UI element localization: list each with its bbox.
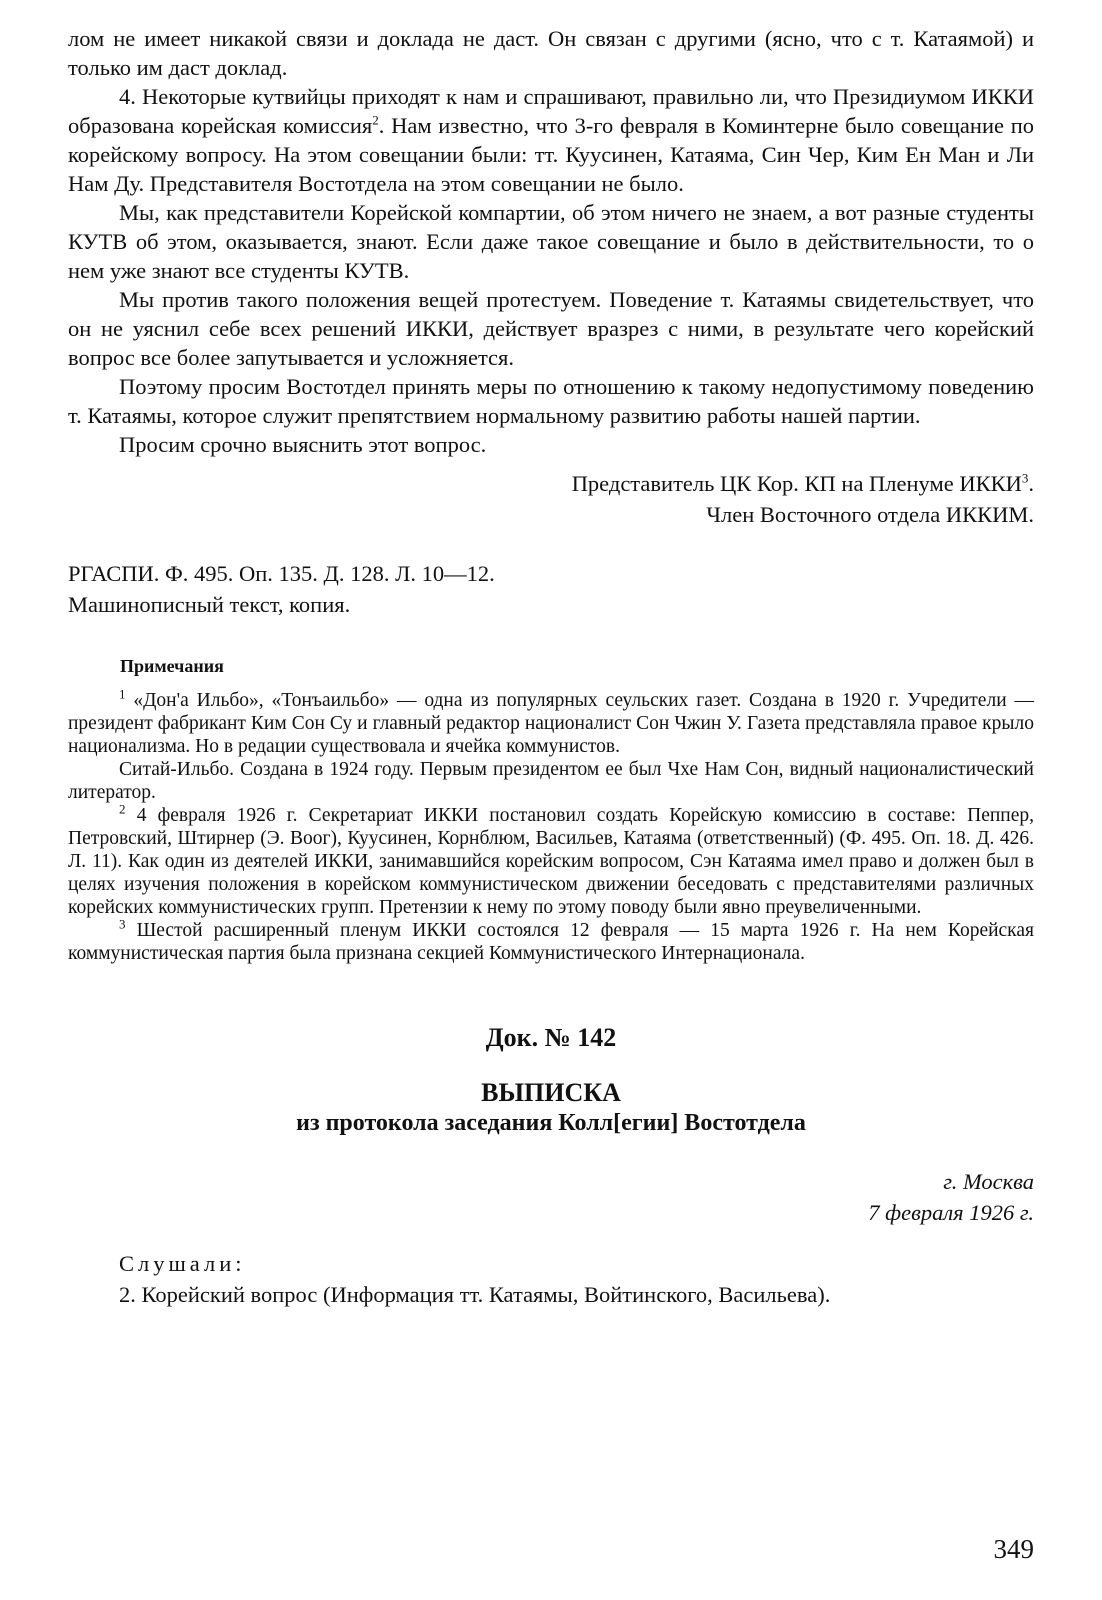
agenda-item: 2. Корейский вопрос (Информация тт. Катаямы, Войтинского, Васильева). bbox=[119, 1282, 831, 1307]
footnote-text: Шестой расширенный пленум ИККИ состоялся 12 февраля — 15 марта 1926 г. На нем Корейская коммунистическая партия была признана секцией Коммунистического Интернационала. bbox=[68, 920, 1034, 964]
date: 7 февраля 1926 г. bbox=[868, 1200, 1034, 1225]
paragraph: лом не имеет никакой связи и доклада не даст. Он связан с другими (ясно, что с т. Катаямой) и только им даст доклад. bbox=[68, 26, 1034, 80]
footnote-text: 4 февраля 1926 г. Секретариат ИККИ постановил создать Корейскую комиссию в составе: Пеппер, Петровский, Штирнер (Э. Воог), Куусинен, Корнблюм, Васильев, Катаяма (ответственный) (Ф. 495. Оп. 18. Д. 426. Л. 11). Как один из деятелей ИККИ, занимавшийся корейским вопросом, Сэн Катаяма имел право и должен был в целях изучения положения в корейском коммунистическом движении беседовать с представителями различных корейских коммунистических групп. Претензии к нему по этому поводу были явно преувеличенными. bbox=[68, 805, 1034, 918]
signature-line: Член Восточного отдела ИККИМ. bbox=[706, 502, 1034, 527]
footnote-number: 2 bbox=[119, 801, 126, 817]
footnote: Ситай-Ильбо. Создана в 1924 году. Первым президентом ее был Чхе Нам Сон, видный националистический литератор. bbox=[68, 759, 1034, 803]
paragraph-text: 4. Некоторые кутвийцы приходят к нам и спрашивают, правильно ли, что Президиумом ИККИ образована корейская комиссия bbox=[68, 84, 1034, 138]
document-subtitle: из протокола заседания Колл[егии] Востотдела bbox=[296, 1110, 806, 1136]
footnote bbox=[68, 801, 1034, 919]
place-date bbox=[68, 1166, 1034, 1228]
paragraph: Поэтому просим Востотдел принять меры по отношению к такому недопустимому поведению т. Катаямы, которое служит препятствием нормальному развитию работы нашей партии. bbox=[68, 374, 1034, 428]
paragraph-text: . Нам известно, что 3-го февраля в Коминтерне было совещание по корейскому вопросу. На этом совещании были: тт. Куусинен, Катаяма, Син Чер, Ким Ен Ман и Ли Нам Ду. Представителя Востотдела на этом совещании не было. bbox=[68, 113, 1034, 196]
signature-text: Представитель ЦК Кор. КП на Пленуме ИККИ bbox=[571, 471, 1022, 496]
signature-line bbox=[68, 468, 1034, 499]
footnote-ref[interactable]: 3 bbox=[1021, 470, 1029, 486]
signature-block bbox=[68, 468, 1034, 530]
notes-heading: Примечания bbox=[120, 656, 224, 676]
document-title: ВЫПИСКА bbox=[481, 1078, 621, 1107]
heard-label: Слушали: bbox=[119, 1251, 246, 1276]
footnote-number: 1 bbox=[119, 686, 126, 702]
footnote-ref[interactable]: 2 bbox=[372, 112, 379, 128]
archive-reference bbox=[68, 558, 1034, 620]
footnote bbox=[68, 686, 1034, 758]
footnote-text: «Дон'а Ильбо», «Тонъаильбо» — одна из популярных сеульских газет. Создана в 1920 г. Учредители — президент фабрикант Ким Сон Су и главный редактор националист Сон Чжин У. Газета представляла правое крыло национализма. Но в редации существовала и ячейка коммунистов. bbox=[68, 690, 1034, 757]
paragraph: Просим срочно выяснить этот вопрос. bbox=[119, 432, 487, 457]
page bbox=[68, 24, 1034, 1564]
paragraph: Мы, как представители Корейской компартии, об этом ничего не знаем, а вот разные студенты КУТВ об этом, оказывается, знают. Если даже такое совещание и было в действительности, то о нем уже знают все студенты КУТВ. bbox=[68, 200, 1034, 283]
archive-ref: РГАСПИ. Ф. 495. Оп. 135. Д. 128. Л. 10—12. bbox=[68, 561, 495, 586]
page-number: 349 bbox=[993, 1534, 1034, 1564]
archive-type: Машинописный текст, копия. bbox=[68, 592, 351, 617]
document-number: Док. № 142 bbox=[485, 1023, 617, 1052]
footnote-number: 3 bbox=[119, 916, 126, 932]
city: г. Москва bbox=[943, 1169, 1034, 1194]
paragraph bbox=[68, 82, 1034, 198]
signature-punct: . bbox=[1028, 471, 1034, 496]
footnote bbox=[68, 916, 1034, 965]
paragraph: Мы против такого положения вещей протестуем. Поведение т. Катаямы свидетельствует, что он не уяснил себе всех решений ИККИ, действует вразрез с ними, в результате чего корейский вопрос все более запутывается и усложняется. bbox=[68, 287, 1034, 370]
